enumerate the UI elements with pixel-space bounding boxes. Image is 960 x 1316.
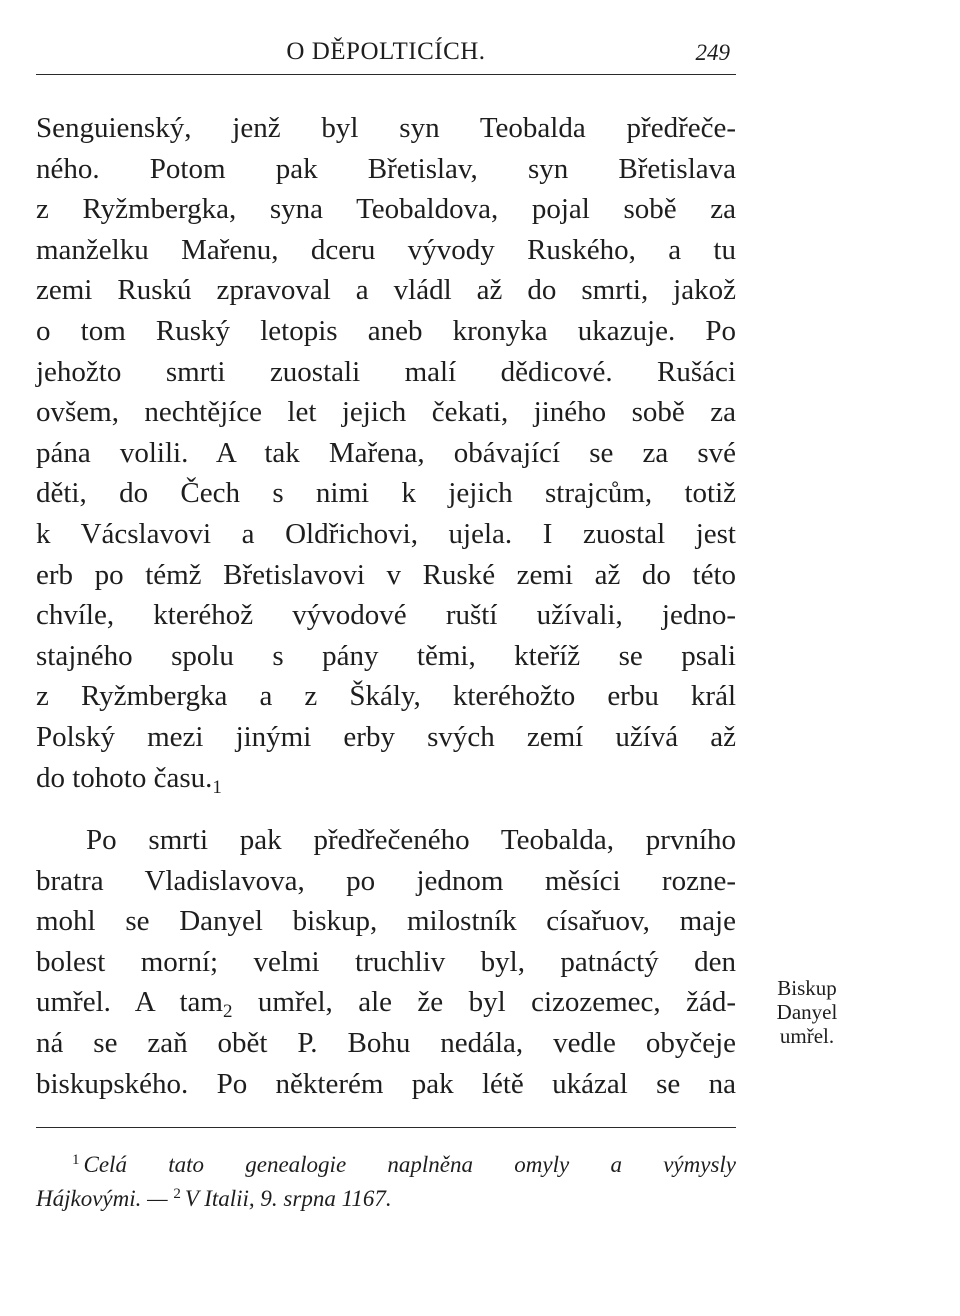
text-line: zemi Ruskú zpravoval a vládl až do smrti, jakož xyxy=(36,274,736,307)
text-line: o tom Ruský letopis aneb kronyka ukazuje. Po xyxy=(36,314,736,347)
running-header xyxy=(36,34,736,75)
text-line: ovšem, nechtějíce let jejich čekati, jiného sobě za xyxy=(36,396,736,429)
footnote-reference-1: 1 xyxy=(212,776,222,798)
text-line: z Ryžmbergka, syna Teobaldova, pojal sobě za xyxy=(36,193,736,226)
text-line: bolest morní; velmi truchliv byl, patnáctý den xyxy=(36,945,736,978)
paragraph-1 xyxy=(36,108,736,798)
text-line: erb po témž Břetislavovi v Ruské zemi až do této xyxy=(36,558,736,591)
text-line: mohl se Danyel biskup, milostník císařuov, maje xyxy=(36,905,736,938)
text-line: bratra Vladislavova, po jednom měsíci rozne- xyxy=(36,864,736,897)
paragraph-2 xyxy=(36,820,736,1104)
marginal-note xyxy=(752,976,862,1048)
text-line-content: do tohoto času. xyxy=(36,761,213,794)
footnote-text-1: Celá tato genealogie naplněna omyly a výmysly xyxy=(83,1152,736,1177)
footnote-divider xyxy=(36,1127,736,1128)
text-line: ného. Potom pak Břetislav, syn Břetislava xyxy=(36,152,736,185)
text-line: k Vácslavovi a Oldřichovi, ujela. I zuostal jest xyxy=(36,517,736,550)
text-line: z Ryžmbergka a z Škály, kteréhožto erbu král xyxy=(36,680,736,713)
marginal-note-line: umřel. xyxy=(779,1024,835,1048)
footnote-line xyxy=(36,1148,736,1182)
footnote-text-1-continued: Hájkovými. — xyxy=(36,1186,168,1211)
text-line: pána volili. A tak Mařena, obávající se za své xyxy=(36,436,736,469)
marginal-note-line: Biskup xyxy=(777,976,837,1000)
paragraph-gap xyxy=(36,798,736,820)
page-number: 249 xyxy=(695,40,730,65)
text-line-before-mark: umřel. A tam xyxy=(36,986,223,1019)
running-title: O DĚPOLTICÍCH. xyxy=(286,38,486,65)
text-line xyxy=(36,982,736,1023)
text-line: jehožto smrti zuostali malí dědicové. Rušáci xyxy=(36,355,736,388)
marginal-note-line: Danyel xyxy=(776,1000,838,1024)
footnotes xyxy=(36,1148,736,1216)
footnote-mark-1: 1 xyxy=(72,1152,80,1168)
text-line: Po smrti pak předřečeného Teobalda, prvního xyxy=(86,824,736,857)
footnote-reference-2: 2 xyxy=(222,1001,233,1023)
footnote-line xyxy=(36,1182,736,1216)
footnote-text-2: V Italii, 9. srpna 1167. xyxy=(184,1186,392,1211)
text-line xyxy=(36,758,736,799)
text-line: Senguienský, jenž byl syn Teobalda předřeče- xyxy=(36,112,736,144)
text-line: chvíle, kteréhož vývodové ruští užívali, jedno- xyxy=(36,599,736,632)
text-line: děti, do Čech s nimi k jejich strajcům, totiž xyxy=(36,477,736,510)
text-line-after-mark: umřel, ale že byl cizozemec, žád- xyxy=(232,986,736,1019)
text-line: stajného spolu s pány těmi, kteříž se psali xyxy=(36,639,736,672)
text-line: biskupského. Po některém pak létě ukázal se na xyxy=(36,1067,736,1100)
text-line: Polský mezi jinými erby svých zemí užívá až xyxy=(36,720,736,753)
text-line: ná se zaň obět P. Bohu nedála, vedle obyčeje xyxy=(36,1027,736,1060)
footnote-mark-2: 2 xyxy=(173,1186,181,1202)
text-line: manželku Mařenu, dceru vývody Ruského, a tu xyxy=(36,233,736,266)
main-text xyxy=(36,108,736,1104)
